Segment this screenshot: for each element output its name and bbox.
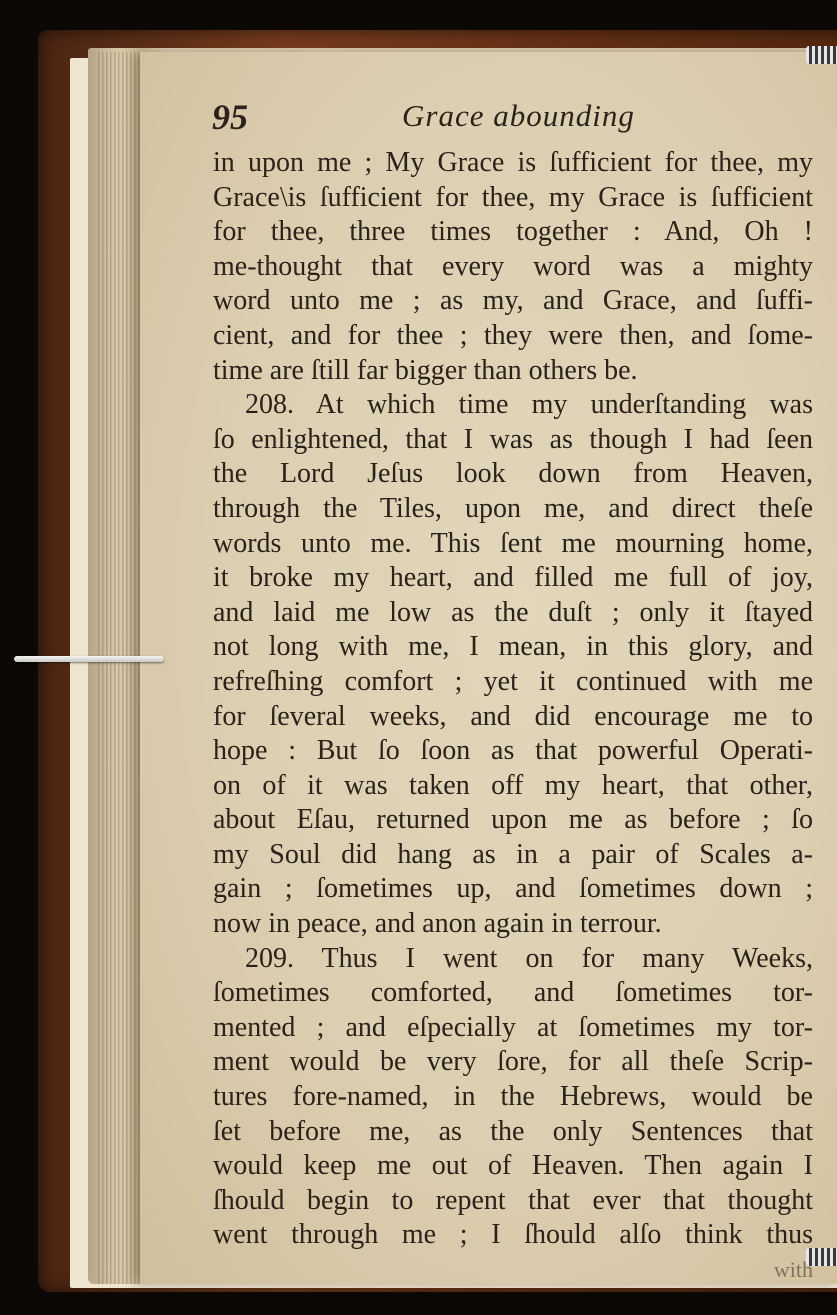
- text-line: words unto me. This ſent me mourning home,: [213, 527, 813, 559]
- bookmark-string: [14, 656, 164, 662]
- clasp-top-icon: [806, 46, 837, 64]
- text-line: and laid me low as the duſt ; only it ſtayed: [213, 596, 813, 628]
- text-line: mented ; and eſpecially at ſometimes my tor-: [213, 1011, 813, 1043]
- text-line: it broke my heart, and filled me full of joy,: [213, 562, 813, 594]
- text-line: 209. Thus I went on for many Weeks,: [245, 942, 813, 974]
- text-line: refreſhing comfort ; yet it continued with me: [213, 665, 813, 697]
- text-line: 208. At which time my underſtanding was: [245, 389, 813, 421]
- body-text: [213, 146, 813, 1288]
- page-number: 95: [212, 97, 248, 137]
- text-line: my Soul did hang as in a pair of Scales a-: [213, 838, 813, 870]
- text-line: me-thought that every word was a mighty: [213, 250, 813, 282]
- page-header: [212, 96, 812, 146]
- text-line: ment would be very ſore, for all theſe Scrip-: [213, 1046, 813, 1078]
- text-line: gain ; ſometimes up, and ſometimes down ;: [213, 873, 813, 905]
- text-line: hope : But ſo ſoon as that powerful Operati-: [213, 735, 813, 767]
- text-line: about Eſau, returned upon me as before ; ſo: [213, 804, 813, 836]
- text-line: ſo enlightened, that I was as though I had ſeen: [213, 423, 813, 455]
- text-line: time are ſtill far bigger than others be.: [213, 354, 638, 386]
- text-line: not long with me, I mean, in this glory, and: [213, 631, 813, 663]
- text-line: ſometimes comforted, and ſometimes tor-: [213, 977, 813, 1009]
- text-line: through the Tiles, upon me, and direct theſe: [213, 492, 813, 524]
- text-line: for thee, three times together : And, Oh !: [213, 216, 813, 248]
- text-line: tures fore-named, in the Hebrews, would be: [213, 1081, 813, 1113]
- text-line: cient, and for thee ; they were then, and ſome-: [213, 319, 813, 351]
- running-head: Grace abounding: [402, 98, 635, 133]
- text-line: for ſeveral weeks, and did encourage me to: [213, 700, 813, 732]
- text-line: now in peace, and anon again in terrour.: [213, 908, 662, 940]
- text-line: the Lord Jeſus look down from Heaven,: [213, 458, 813, 490]
- text-line: in upon me ; My Grace is ſufficient for thee, my: [213, 147, 813, 178]
- text-line: went through me ; I ſhould alſo think thus: [213, 1219, 813, 1251]
- catchword: with: [773, 1257, 813, 1282]
- text-line: would keep me out of Heaven. Then again I: [213, 1150, 813, 1182]
- text-line: on of it was taken off my heart, that other,: [213, 769, 813, 801]
- text-line: Grace\is ſufficient for thee, my Grace is ſufficient: [213, 181, 813, 213]
- text-line: ſet before me, as the only Sentences that: [213, 1115, 813, 1147]
- text-line: ſhould begin to repent that ever that thought: [213, 1184, 813, 1216]
- text-line: word unto me ; as my, and Grace, and ſuffi-: [213, 285, 813, 317]
